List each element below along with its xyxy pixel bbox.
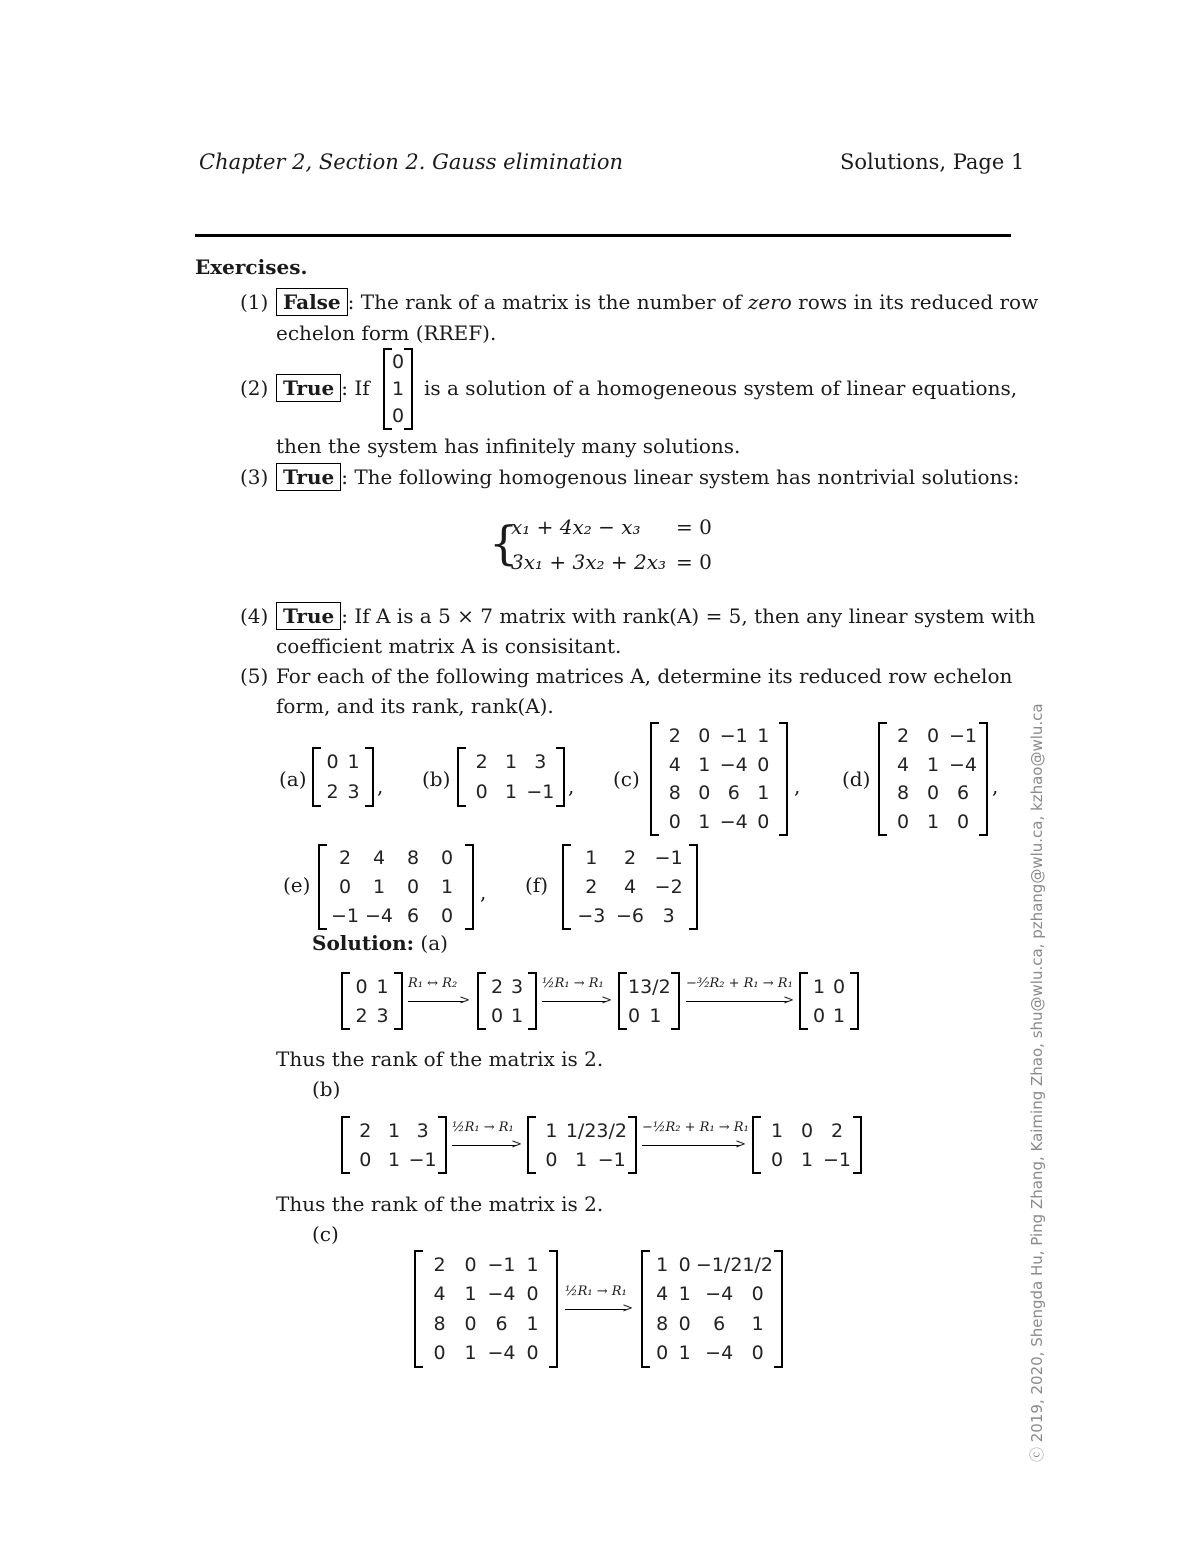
matrix-cell: −1	[408, 1148, 437, 1171]
copyright-watermark: ⓒ 2019, 2020, Shengda Hu, Ping Zhang, Kaiming Zhao, shu@wlu.ca, pzhang@wlu.ca, kzhao@wlu.ca	[1028, 703, 1046, 1462]
matrix-cell: 0	[464, 1312, 477, 1335]
matrix-cell: 0	[475, 781, 488, 803]
matrix-cell: −1	[822, 1148, 851, 1171]
matrix-cell: 4	[372, 847, 386, 870]
label-d: (d)	[842, 767, 871, 791]
matrix-cell: 0	[698, 782, 711, 805]
matrix-cell: 2	[623, 847, 637, 870]
matrix-cell: −4	[719, 753, 748, 776]
matrix-cell: 1	[698, 810, 711, 833]
matrix-cell: 1	[757, 725, 770, 748]
matrix-cell: 0	[628, 1004, 641, 1027]
matrix-cell: −4	[705, 1342, 734, 1365]
matrix-cell: 1	[575, 1148, 588, 1171]
q2-line1a: True : If	[276, 374, 370, 402]
matrix-cell: 2	[338, 847, 352, 870]
solution-part-c: (c)	[312, 1222, 339, 1246]
matrix-cell: 3	[347, 781, 360, 803]
matrix-cell: 1	[757, 782, 770, 805]
matrix-cell: 0	[896, 810, 910, 833]
rank-text-a: Thus the rank of the matrix is 2.	[276, 1047, 604, 1071]
matrix-cell: 4	[623, 875, 637, 898]
matrix-cell: 3	[416, 1119, 429, 1142]
matrix-cell: 0	[326, 751, 339, 773]
sol-b-step-1	[527, 1116, 637, 1174]
q1-line2: echelon form (RREF).	[276, 321, 497, 345]
matrix-cell: 1	[751, 1312, 764, 1335]
matrix-cell: 1	[585, 847, 598, 870]
matrix-cell: 2	[896, 725, 910, 748]
matrix-cell: −1/2	[695, 1253, 743, 1276]
matrix-cell: −1	[330, 904, 359, 927]
matrix-cell: 8	[668, 782, 681, 805]
q5-number: (5)	[240, 664, 269, 688]
matrix-cell: 2	[475, 751, 488, 773]
matrix-cell: −4	[719, 810, 748, 833]
matrix-cell: 2	[355, 1004, 368, 1027]
matrix-cell: 0	[440, 904, 454, 927]
matrix-cell: −1	[526, 781, 555, 803]
q4-line2: coefficient matrix A is consisitant.	[276, 634, 622, 658]
matrix-cell: 0	[338, 875, 352, 898]
label-c: (c)	[613, 767, 640, 791]
matrix-cell: 0	[678, 1253, 691, 1276]
matrix-cell: 0	[751, 1342, 764, 1365]
matrix-cell: 0	[464, 1253, 477, 1276]
sol-a-step-0	[341, 972, 403, 1030]
system-eq2-rhs: = 0	[676, 550, 712, 574]
matrix-cell: 6	[713, 1312, 726, 1335]
matrix-cell: 1	[628, 975, 641, 998]
sol-a-step-2	[618, 972, 680, 1030]
matrix-cell: 2	[585, 875, 598, 898]
q3-answer-box: True	[276, 463, 341, 491]
matrix-cell: 6	[495, 1312, 508, 1335]
matrix-cell: −6	[615, 904, 644, 927]
q4-line1: True : If A is a 5 × 7 matrix with rank(A) = 5, then any linear system with	[276, 602, 1035, 630]
matrix-cell: 0	[526, 1342, 539, 1365]
label-f: (f)	[525, 873, 549, 897]
matrix-cell: 0	[406, 875, 420, 898]
matrix-cell: 0	[757, 753, 770, 776]
system-brace: {	[489, 516, 519, 570]
matrix-cell: 1/2	[742, 1253, 773, 1276]
sol-a-op-1: ½R₁ → R₁ >	[542, 976, 612, 1008]
matrix-cell: 1	[387, 1148, 401, 1171]
matrix-cell: 1	[464, 1342, 477, 1365]
matrix-cell: 0	[678, 1312, 691, 1335]
page-number: Solutions, Page 1	[840, 150, 1025, 174]
q1-line1: False : The rank of a matrix is the number of zero rows in its reduced row	[276, 288, 1038, 316]
matrix-cell: 3/2	[596, 1119, 627, 1142]
matrix-cell: 1	[812, 975, 826, 998]
matrix-cell: −4	[948, 753, 977, 776]
matrix-cell: 1	[372, 875, 386, 898]
matrix-cell: 0	[433, 1342, 446, 1365]
matrix-f	[562, 844, 698, 930]
matrix-cell: 0	[490, 1004, 504, 1027]
matrix-cell: 1	[678, 1283, 691, 1306]
matrix-cell: 1	[440, 875, 454, 898]
matrix-cell: 8	[406, 847, 420, 870]
system-eq2: 3x₁ + 3x₂ + 2x₃	[511, 550, 667, 574]
q5-line2: form, and its rank, rank(A).	[276, 694, 554, 718]
matrix-cell: 0	[668, 810, 681, 833]
matrix-cell: −4	[364, 904, 393, 927]
label-a: (a)	[279, 767, 307, 791]
sol-a-step-1	[477, 972, 537, 1030]
matrix-cell: 1	[678, 1342, 691, 1365]
matrix-cell: 2	[359, 1119, 372, 1142]
matrix-cell: 0	[656, 1342, 669, 1365]
sol-a-op-2: −³⁄₂R₂ + R₁ → R₁ >	[686, 976, 794, 1008]
matrix-cell: 0	[355, 975, 368, 998]
sol-b-step-2	[752, 1116, 862, 1174]
matrix-cell: 6	[406, 904, 420, 927]
chapter-title: Chapter 2, Section 2. Gauss elimination	[199, 150, 624, 174]
matrix-cell: −4	[705, 1283, 734, 1306]
matrix-cell: 0	[751, 1283, 764, 1306]
matrix-cell: 0	[926, 782, 940, 805]
matrix-cell: 1	[526, 1253, 539, 1276]
matrix-cell: 2	[830, 1119, 844, 1142]
matrix-cell: 1	[526, 1312, 539, 1335]
q2-answer-box: True	[276, 374, 341, 402]
matrix-cell: −1	[654, 847, 683, 870]
q1-answer-box: False	[276, 288, 348, 316]
matrix-cell: 1	[649, 1004, 662, 1027]
matrix-cell: 0	[359, 1148, 372, 1171]
matrix-cell: 4	[668, 753, 681, 776]
matrix-cell: 1	[926, 753, 940, 776]
comma-e: ,	[480, 880, 487, 904]
sol-b-op-1: −½R₂ + R₁ → R₁ >	[642, 1120, 749, 1152]
matrix-cell: 3	[534, 751, 547, 773]
matrix-cell: 1	[376, 975, 389, 998]
sol-c-step-0	[414, 1250, 558, 1368]
matrix-cell: 0	[832, 975, 846, 998]
comma-d: ,	[992, 774, 999, 798]
matrix-cell: 0	[698, 725, 711, 748]
matrix-cell: 1	[347, 751, 360, 773]
label-e: (e)	[283, 873, 311, 897]
system-eq1: x₁ + 4x₂ − x₃	[511, 515, 641, 539]
matrix-cell: 1	[545, 1119, 558, 1142]
rank-text-b: Thus the rank of the matrix is 2.	[276, 1192, 604, 1216]
comma-c: ,	[794, 774, 801, 798]
sol-c-op-0: ½R₁ → R₁ >	[565, 1284, 633, 1316]
matrix-cell: −1	[948, 725, 977, 748]
q1-number: (1)	[240, 290, 269, 314]
sol-a-step-3	[799, 972, 859, 1030]
q5-line1: For each of the following matrices A, determine its reduced row echelon	[276, 664, 1013, 688]
matrix-cell: 2	[433, 1253, 446, 1276]
matrix-cell: 1	[504, 781, 518, 803]
label-b: (b)	[422, 767, 451, 791]
matrix-cell: 0	[770, 1148, 784, 1171]
q3-number: (3)	[240, 465, 269, 489]
matrix-cell: −1	[719, 725, 748, 748]
sol-a-op-0: R₁ ↔ R₂ >	[408, 976, 470, 1008]
matrix-cell: 4	[656, 1283, 669, 1306]
q2-number: (2)	[240, 376, 269, 400]
matrix-cell: 0	[926, 725, 940, 748]
matrix-cell: 0	[545, 1148, 558, 1171]
header-rule	[195, 234, 1011, 237]
matrix-b	[457, 747, 565, 807]
matrix-cell: −1	[487, 1253, 516, 1276]
comma-b: ,	[568, 774, 575, 798]
matrix-cell: 3	[510, 975, 524, 998]
matrix-cell: 0	[391, 350, 405, 373]
matrix-cell: 1	[504, 751, 518, 773]
matrix-cell: 3/2	[640, 975, 671, 998]
matrix-cell: 0	[391, 405, 405, 428]
matrix-cell: 2	[326, 781, 339, 803]
solution-part-b: (b)	[312, 1077, 341, 1101]
sol-c-step-1	[641, 1250, 783, 1368]
matrix-cell: 1/2	[565, 1119, 597, 1142]
matrix-a	[312, 747, 374, 807]
matrix-cell: 1	[770, 1119, 784, 1142]
matrix-cell: 1	[391, 377, 405, 400]
q2-vector	[383, 348, 413, 430]
matrix-cell: 1	[926, 810, 940, 833]
matrix-cell: 8	[656, 1312, 669, 1335]
matrix-cell: −1	[597, 1148, 626, 1171]
sol-b-op-0: ½R₁ → R₁ >	[452, 1120, 522, 1152]
solution-title: Solution: (a)	[312, 931, 448, 955]
matrix-cell: 0	[526, 1283, 539, 1306]
matrix-cell: −2	[654, 875, 683, 898]
matrix-cell: 4	[433, 1283, 446, 1306]
matrix-cell: 2	[490, 975, 504, 998]
q4-number: (4)	[240, 604, 269, 628]
matrix-cell: 1	[656, 1253, 669, 1276]
system-eq1-rhs: = 0	[676, 515, 712, 539]
matrix-cell: −4	[487, 1342, 516, 1365]
q2-line1b: is a solution of a homogeneous system of linear equations,	[424, 376, 1018, 400]
matrix-d	[878, 722, 988, 836]
comma-a: ,	[377, 774, 384, 798]
matrix-cell: 1	[464, 1283, 477, 1306]
matrix-cell: 1	[387, 1119, 401, 1142]
matrix-e	[318, 844, 474, 930]
matrix-cell: 0	[956, 810, 970, 833]
matrix-cell: 1	[800, 1148, 814, 1171]
matrix-cell: 6	[727, 782, 740, 805]
matrix-cell: 1	[832, 1004, 846, 1027]
matrix-cell: 0	[812, 1004, 826, 1027]
q4-answer-box: True	[276, 602, 341, 630]
matrix-cell: 3	[376, 1004, 389, 1027]
matrix-cell: 8	[433, 1312, 446, 1335]
matrix-cell: 0	[757, 810, 770, 833]
q3-line1: True : The following homogenous linear system has nontrivial solutions:	[276, 463, 1019, 491]
matrix-cell: −3	[577, 904, 606, 927]
matrix-cell: 0	[440, 847, 454, 870]
matrix-cell: 6	[956, 782, 970, 805]
matrix-cell: 4	[896, 753, 910, 776]
matrix-cell: 1	[698, 753, 711, 776]
matrix-cell: 3	[662, 904, 675, 927]
matrix-cell: 1	[510, 1004, 524, 1027]
q2-line2: then the system has infinitely many solutions.	[276, 434, 741, 458]
matrix-cell: 8	[896, 782, 910, 805]
sol-b-step-0	[341, 1116, 447, 1174]
matrix-cell: −4	[487, 1283, 516, 1306]
matrix-cell: 2	[668, 725, 681, 748]
matrix-cell: 0	[800, 1119, 814, 1142]
exercises-title: Exercises.	[195, 255, 308, 279]
matrix-c	[650, 722, 788, 836]
